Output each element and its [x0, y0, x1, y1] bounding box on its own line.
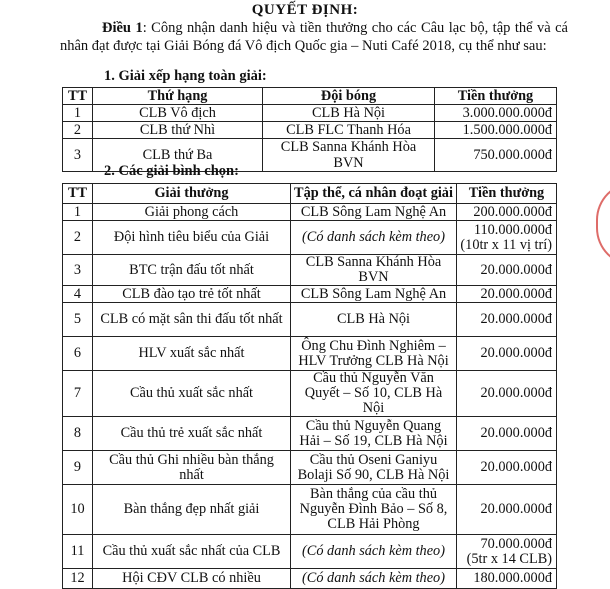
table-row	[63, 485, 557, 535]
cell-winner: (Có danh sách kèm theo)	[291, 221, 457, 255]
cell-award: HLV xuất sắc nhất	[93, 337, 291, 371]
cell-prize: 1.500.000.000đ	[435, 122, 557, 139]
cell-team: CLB Sanna Khánh Hòa BVN	[263, 139, 435, 172]
cell-prize: 20.000.000đ	[457, 451, 557, 485]
cell-prize: 180.000.000đ	[457, 569, 557, 589]
cell-tt: 5	[63, 303, 93, 337]
cell-prize: 20.000.000đ	[457, 255, 557, 286]
cell-award: Cầu thủ Ghi nhiều bàn thắng nhất	[93, 451, 291, 485]
col-header-rank: Thứ hạng	[93, 88, 263, 105]
cell-prize: 20.000.000đ	[457, 485, 557, 535]
cell-team: CLB FLC Thanh Hóa	[263, 122, 435, 139]
cell-award: CLB đào tạo trẻ tốt nhất	[93, 286, 291, 303]
document-title: QUYẾT ĐỊNH:	[251, 2, 359, 18]
cell-award: Giải phong cách	[93, 204, 291, 221]
table-row	[63, 569, 557, 589]
cell-team: CLB Hà Nội	[263, 105, 435, 122]
article-paragraph	[60, 19, 568, 55]
cell-winner: Cầu thủ Nguyễn Văn Quyết – Số 10, CLB Hà Nội	[291, 371, 457, 417]
prize-amount: 70.000.000đ	[480, 535, 552, 552]
cell-tt: 7	[63, 371, 93, 417]
cell-prize: 20.000.000đ	[457, 371, 557, 417]
article-text: : Công nhận danh hiệu và tiền thưởng cho các Câu lạc bộ, tập thể và cá nhân đạt được tại Giải Bóng đá Vô địch Quốc gia – Nuti Café 2018, cụ thể như sau:	[60, 20, 568, 54]
table-row	[63, 221, 557, 255]
col-header-tt: TT	[63, 88, 93, 105]
cell-tt: 8	[63, 417, 93, 451]
red-seal-stamp	[596, 182, 610, 266]
cell-prize: 20.000.000đ	[457, 417, 557, 451]
table-row	[63, 204, 557, 221]
cell-tt: 1	[63, 105, 93, 122]
table-row	[63, 255, 557, 286]
cell-rank: CLB Vô địch	[93, 105, 263, 122]
cell-tt: 12	[63, 569, 93, 589]
table-row	[63, 286, 557, 303]
table-row	[63, 337, 557, 371]
cell-prize	[457, 535, 557, 569]
section-2-heading: 2. Các giải bình chọn:	[104, 163, 239, 179]
prize-amount: 110.000.000đ	[473, 221, 552, 238]
cell-tt: 1	[63, 204, 93, 221]
cell-award: Cầu thủ xuất sắc nhất của CLB	[93, 535, 291, 569]
cell-prize: 20.000.000đ	[457, 337, 557, 371]
table-row	[63, 417, 557, 451]
table-header-row	[63, 88, 557, 105]
col-header-award: Giải thưởng	[93, 184, 291, 204]
col-header-prize: Tiền thưởng	[435, 88, 557, 105]
table-header-row	[63, 184, 557, 204]
cell-tt: 10	[63, 485, 93, 535]
cell-tt: 2	[63, 221, 93, 255]
cell-award: Bàn thắng đẹp nhất giải	[93, 485, 291, 535]
cell-award: Cầu thủ trẻ xuất sắc nhất	[93, 417, 291, 451]
cell-prize: 20.000.000đ	[457, 286, 557, 303]
cell-winner: (Có danh sách kèm theo)	[291, 535, 457, 569]
cell-winner: Cầu thủ Nguyễn Quang Hải – Số 19, CLB Hà Nội	[291, 417, 457, 451]
section-1-heading: 1. Giải xếp hạng toàn giải:	[104, 68, 267, 84]
cell-winner: CLB Sông Lam Nghệ An	[291, 204, 457, 221]
col-header-team: Đội bóng	[263, 88, 435, 105]
cell-tt: 4	[63, 286, 93, 303]
cell-rank: CLB thứ Nhì	[93, 122, 263, 139]
col-header-tt: TT	[63, 184, 93, 204]
table-row	[63, 451, 557, 485]
table-row	[63, 535, 557, 569]
cell-tt: 3	[63, 139, 93, 172]
cell-tt: 6	[63, 337, 93, 371]
table-row	[63, 371, 557, 417]
cell-tt: 2	[63, 122, 93, 139]
cell-prize: 750.000.000đ	[435, 139, 557, 172]
cell-rank: CLB thứ Ba	[93, 139, 263, 172]
col-header-prize: Tiền thưởng	[457, 184, 557, 204]
cell-award: Hội CĐV CLB có nhiều	[93, 569, 291, 589]
cell-tt: 3	[63, 255, 93, 286]
prize-note: (10tr x 11 vị trí)	[460, 236, 552, 253]
cell-prize: 20.000.000đ	[457, 303, 557, 337]
table-row	[63, 105, 557, 122]
col-header-winner: Tập thể, cá nhân đoạt giải	[291, 184, 457, 204]
cell-award: BTC trận đấu tốt nhất	[93, 255, 291, 286]
cell-winner: (Có danh sách kèm theo)	[291, 569, 457, 589]
cell-winner: CLB Hà Nội	[291, 303, 457, 337]
cell-award: Đội hình tiêu biểu của Giải	[93, 221, 291, 255]
cell-award: Cầu thủ xuất sắc nhất	[93, 371, 291, 417]
awards-table	[62, 183, 557, 589]
cell-winner: CLB Sanna Khánh Hòa BVN	[291, 255, 457, 286]
cell-winner: Ông Chu Đình Nghiêm – HLV Trưởng CLB Hà Nội	[291, 337, 457, 371]
cell-winner: Bàn thắng của cầu thủ Nguyễn Đình Bảo – Số 8, CLB Hải Phòng	[291, 485, 457, 535]
cell-award: CLB có mặt sân thi đấu tốt nhất	[93, 303, 291, 337]
cell-tt: 9	[63, 451, 93, 485]
cell-prize: 3.000.000.000đ	[435, 105, 557, 122]
table-row	[63, 122, 557, 139]
cell-winner: Cầu thủ Oseni Ganiyu Bolaji Số 90, CLB Hà Nội	[291, 451, 457, 485]
prize-note: (5tr x 14 CLB)	[466, 550, 552, 567]
cell-winner: CLB Sông Lam Nghệ An	[291, 286, 457, 303]
table-row	[63, 303, 557, 337]
ranking-table	[62, 87, 557, 172]
cell-tt: 11	[63, 535, 93, 569]
article-label: Điều 1	[102, 20, 143, 36]
cell-prize	[457, 221, 557, 255]
cell-prize: 200.000.000đ	[457, 204, 557, 221]
